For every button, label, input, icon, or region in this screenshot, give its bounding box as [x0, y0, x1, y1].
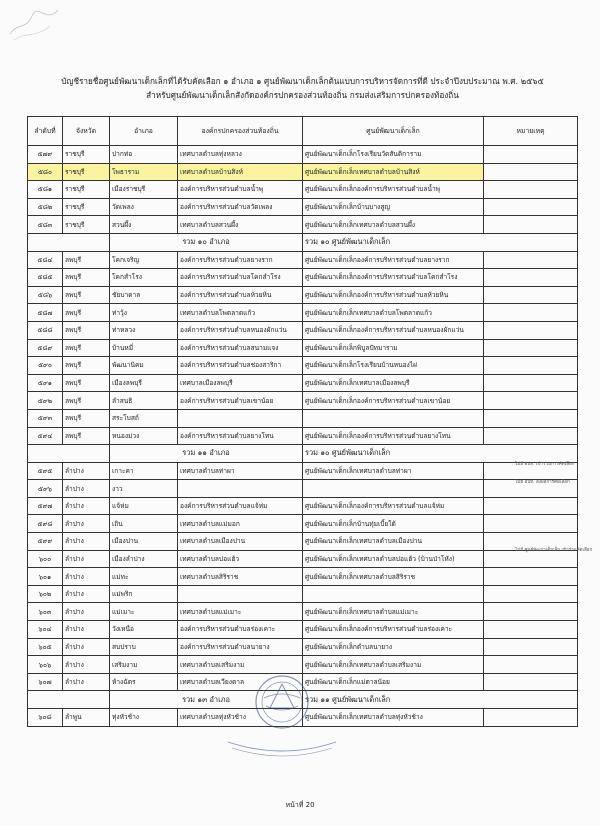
center-cell: ศูนย์พัฒนาเด็กเล็กเทศบาลตำบลบ่อแฮ้ว (บ้านป่าโหัง) [303, 550, 484, 568]
row-number: ๕๙๕ [28, 462, 63, 480]
center-cell: ศูนย์พัฒนาเด็กเล็กเทศบาลตำบลทุ่งหัวช้าง [303, 709, 484, 727]
note-cell [484, 497, 578, 515]
note-cell [484, 427, 578, 445]
row-number: ๖๐๗ [28, 673, 63, 691]
province-cell: ลำปาง [63, 462, 110, 480]
organization-cell: องค์การบริหารส่วนตำบลโคกสำโรง [178, 269, 303, 287]
center-cell: ศูนย์พัฒนาเด็กเล็กโรงเรียนบ้านหนองไผ่ [303, 357, 484, 375]
margin-note: ไม่มี ศูนย์พัฒนาเด็กเล็ก เข้าร่วมคัดเลือก [515, 548, 593, 553]
center-total: รวม ๑๑ ศูนย์พัฒนาเด็กเล็ก [303, 691, 578, 709]
center-cell: ศูนย์พัฒนาเด็กเล็กบ้านบางสูญ [303, 198, 484, 216]
note-cell [484, 603, 578, 621]
table-row [28, 146, 578, 164]
organization-cell: เทศบาลตำบลโพตลาดแก้ว [178, 304, 303, 322]
organization-cell: องค์การบริหารส่วนตำบลนายาง [178, 638, 303, 656]
province-cell: ราชบุรี [63, 163, 110, 181]
summary-empty-cell [28, 445, 110, 463]
table-row [28, 497, 578, 515]
row-number: ๕๘๗ [28, 304, 63, 322]
center-cell: ศูนย์พัฒนาเด็กเล็กโรงเรียนวัดสันติการาม [303, 146, 484, 164]
note-cell [484, 621, 578, 639]
row-number: ๖๐๓ [28, 603, 63, 621]
row-number: ๕๘๐ [28, 163, 63, 181]
district-cell: แจ้ห่ม [110, 497, 178, 515]
province-cell: ราชบุรี [63, 146, 110, 164]
note-cell [484, 392, 578, 410]
header-district: อำเภอ [110, 117, 178, 146]
note-cell [484, 146, 578, 164]
note-cell [484, 286, 578, 304]
center-cell: ศูนย์พัฒนาเด็กเล็กเทศบาลตำบลเสริมงาม [303, 656, 484, 674]
note-cell [484, 339, 578, 357]
table-row [28, 427, 578, 445]
organization-cell: องค์การบริหารส่วนตำบลวัดเพลง [178, 198, 303, 216]
center-cell: ศูนย์พัฒนาเด็กเล็กองค์การบริหารส่วนตำบลเขาน้อย [303, 392, 484, 410]
province-cell: ลำปาง [63, 550, 110, 568]
province-cell: ราชบุรี [63, 181, 110, 199]
row-number: ๕๘๓ [28, 216, 63, 234]
province-cell: ลำปาง [63, 515, 110, 533]
district-total: รวม ๑๓ อำเภอ [110, 691, 303, 709]
organization-cell [178, 409, 303, 427]
row-number: ๕๘๖ [28, 286, 63, 304]
table-row [28, 409, 578, 427]
province-cell: ลพบุรี [63, 392, 110, 410]
center-cell: ศูนย์พัฒนาเด็กเล็กเทศบาลตำบลแม่เมาะ [303, 603, 484, 621]
organization-cell: เทศบาลเมืองลพบุรี [178, 374, 303, 392]
district-cell: สวนผึ้ง [110, 216, 178, 234]
table-row [28, 304, 578, 322]
organization-cell: องค์การบริหารส่วนตำบลร่องเคาะ [178, 621, 303, 639]
district-cell: โคกเจริญ [110, 251, 178, 269]
header-organization: องค์กรปกครองส่วนท้องถิ่น [178, 117, 303, 146]
province-cell: ลำปาง [63, 568, 110, 586]
district-cell: สบปราบ [110, 638, 178, 656]
center-cell: ศูนย์พัฒนาเด็กเล็กเทศบาลตำบลบ้านสิงห์ [303, 163, 484, 181]
organization-cell: เทศบาลตำบลเวียงตาล [178, 673, 303, 691]
row-number: ๕๙๐ [28, 357, 63, 375]
center-cell [303, 585, 484, 603]
note-cell [484, 709, 578, 727]
table-row [28, 515, 578, 533]
note-cell [484, 304, 578, 322]
row-number: ๕๗๙ [28, 146, 63, 164]
province-cell: ลำปาง [63, 638, 110, 656]
organization-cell: องค์การบริหารส่วนตำบลหนองผักแว่น [178, 321, 303, 339]
row-number: ๕๙๗ [28, 497, 63, 515]
district-cell: ห้างฉัตร [110, 673, 178, 691]
center-cell: ศูนย์พัฒนาเด็กเล็กองค์การบริหารส่วนตำบลโคกสำโรง [303, 269, 484, 287]
table-row [28, 321, 578, 339]
table-row [28, 269, 578, 287]
district-total: รวม ๑๐ อำเภอ [110, 233, 303, 251]
district-cell: ลำสนธิ [110, 392, 178, 410]
center-cell: ศูนย์พัฒนาเด็กเล็กเทศบาลตำบลสิริราช [303, 568, 484, 586]
organization-cell: องค์การบริหารส่วนตำบลช่องสาริกา [178, 357, 303, 375]
summary-row [28, 445, 578, 463]
district-cell: โพธาราม [110, 163, 178, 181]
note-cell [484, 568, 578, 586]
district-total: รวม ๑๑ อำเภอ [110, 445, 303, 463]
margin-note: ไม่มี อปท. เข้าร่วมการคัดเลือก [515, 462, 575, 467]
province-cell: ลพบุรี [63, 321, 110, 339]
district-cell: เกาะคา [110, 462, 178, 480]
organization-cell: องค์การบริหารส่วนตำบลน้ำพุ [178, 181, 303, 199]
center-cell: ศูนย์พัฒนาเด็กเล็กเทศบาลตำบลโพตลาดแก้ว [303, 304, 484, 322]
organization-cell: องค์การบริหารส่วนตำบลสนามแจง [178, 339, 303, 357]
note-cell [484, 585, 578, 603]
header-center: ศูนย์พัฒนาเด็กเล็ก [303, 117, 484, 146]
table-row [28, 462, 578, 480]
district-cell: บ้านหมี่ [110, 339, 178, 357]
center-cell: ศูนย์พัฒนาเด็กเล็กเทศบาลตำบลท่าผา [303, 462, 484, 480]
center-total: รวม ๑๐ ศูนย์พัฒนาเด็กเล็ก [303, 445, 578, 463]
handwritten-scribble [6, 4, 66, 44]
row-number: ๕๙๙ [28, 533, 63, 551]
row-number: ๕๙๘ [28, 515, 63, 533]
district-cell: แม่พริก [110, 585, 178, 603]
district-cell: แม่ทะ [110, 568, 178, 586]
organization-cell: เทศบาลตำบลบ่อแฮ้ว [178, 550, 303, 568]
center-cell [303, 480, 484, 498]
page-number: หน้าที่ 20 [285, 801, 315, 809]
district-cell: พัฒนานิคม [110, 357, 178, 375]
center-cell: ศูนย์พัฒนาเด็กเล็กแม่ตาลน้อย [303, 673, 484, 691]
table-body [28, 146, 578, 727]
organization-cell: เทศบาลตำบลท่าผา [178, 462, 303, 480]
province-cell: ลำปาง [63, 480, 110, 498]
center-cell: ศูนย์พัฒนาเด็กเล็กองค์การบริหารส่วนตำบลห้วยหิน [303, 286, 484, 304]
table-row [28, 181, 578, 199]
province-cell: ลำปาง [63, 585, 110, 603]
organization-cell: เทศบาลตำบลเสริมงาม [178, 656, 303, 674]
note-cell [484, 198, 578, 216]
table-row [28, 251, 578, 269]
province-cell: ราชบุรี [63, 216, 110, 234]
table-row [28, 480, 578, 498]
province-cell: ลพบุรี [63, 339, 110, 357]
row-number: ๕๙๑ [28, 374, 63, 392]
province-cell: ลพบุรี [63, 409, 110, 427]
province-cell: ลำพูน [63, 709, 110, 727]
summary-row [28, 233, 578, 251]
province-cell: ลพบุรี [63, 269, 110, 287]
table-row [28, 621, 578, 639]
note-cell [484, 374, 578, 392]
province-cell: ลพบุรี [63, 286, 110, 304]
row-number: ๕๘๔ [28, 251, 63, 269]
center-cell: ศูนย์พัฒนาเด็กเล็กพิบูลปัทมาราม [303, 339, 484, 357]
note-cell [484, 409, 578, 427]
center-cell: ศูนย์พัฒนาเด็กเล็กองค์การบริหารส่วนตำบลน้ำพุ [303, 181, 484, 199]
official-seal-stamp [222, 668, 342, 760]
row-number: ๖๐๒ [28, 585, 63, 603]
row-number: ๖๐๘ [28, 709, 63, 727]
header-province: จังหวัด [63, 117, 110, 146]
header-note: หมายเหตุ [484, 117, 578, 146]
district-cell: ท่าหลวง [110, 321, 178, 339]
organization-cell: เทศบาลตำบลทุ่งหัวช้าง [178, 709, 303, 727]
organization-cell: เทศบาลตำบลทุ่งหลวง [178, 146, 303, 164]
province-cell: ลพบุรี [63, 357, 110, 375]
organization-cell: เทศบาลตำบลแม่มอก [178, 515, 303, 533]
note-cell [484, 163, 578, 181]
district-cell: ทุ่งหัวช้าง [110, 709, 178, 727]
center-cell: ศูนย์พัฒนาเด็กเล็กองค์การบริหารส่วนตำบลหนองผักแว่น [303, 321, 484, 339]
table-row [28, 392, 578, 410]
province-cell: ลพบุรี [63, 304, 110, 322]
table-row [28, 533, 578, 551]
province-cell: ลำปาง [63, 533, 110, 551]
district-cell: หนองม่วง [110, 427, 178, 445]
header-no: ลำดับที่ [28, 117, 63, 146]
center-cell: ศูนย์พัฒนาเด็กเล็กบ้านทุ่มเบี้ยใต้ [303, 515, 484, 533]
center-cell: ศูนย์พัฒนาเด็กเล็กองค์การบริหารส่วนตำบลร่องเคาะ [303, 621, 484, 639]
district-cell: เมืองลำปาง [110, 550, 178, 568]
organization-cell [178, 480, 303, 498]
province-cell: ลพบุรี [63, 251, 110, 269]
province-cell: ราชบุรี [63, 198, 110, 216]
note-cell [484, 251, 578, 269]
row-number: ๖๐๕ [28, 638, 63, 656]
district-cell: แม่เมาะ [110, 603, 178, 621]
organization-cell: เทศบาลตำบลเมืองปาน [178, 533, 303, 551]
table-row [28, 357, 578, 375]
province-cell: ลพบุรี [63, 427, 110, 445]
margin-note: ไม่มี อปท. ส่งผลการคัดเลือก [515, 480, 570, 485]
row-number: ๕๘๘ [28, 321, 63, 339]
row-number: ๖๐๐ [28, 550, 63, 568]
table-row [28, 339, 578, 357]
center-cell: ศูนย์พัฒนาเด็กเล็กเทศบาลเมืองลพบุรี [303, 374, 484, 392]
organization-cell: องค์การบริหารส่วนตำบลห้วยหิน [178, 286, 303, 304]
summary-empty-cell [28, 233, 110, 251]
table-row [28, 163, 578, 181]
note-cell [484, 673, 578, 691]
table-row [28, 198, 578, 216]
table-row [28, 550, 578, 568]
district-cell: เถิน [110, 515, 178, 533]
organization-cell: องค์การบริหารส่วนตำบลยางราก [178, 251, 303, 269]
organization-cell: องค์การบริหารส่วนตำบลยางโทน [178, 427, 303, 445]
district-cell: วัดเพลง [110, 198, 178, 216]
district-cell: เสริมงาม [110, 656, 178, 674]
center-cell: ศูนย์พัฒนาเด็กเล็กเทศบาลตำบลสวนผึ้ง [303, 216, 484, 234]
row-number: ๕๙๓ [28, 409, 63, 427]
province-cell: ลำปาง [63, 603, 110, 621]
row-number: ๕๘๕ [28, 269, 63, 287]
center-cell [303, 409, 484, 427]
district-cell: เมืองราชบุรี [110, 181, 178, 199]
organization-cell: เทศบาลตำบลสวนผึ้ง [178, 216, 303, 234]
table-header-row [28, 117, 578, 146]
district-cell: สระโบสถ์ [110, 409, 178, 427]
row-number: ๕๘๒ [28, 198, 63, 216]
note-cell [484, 216, 578, 234]
table-row [28, 638, 578, 656]
province-cell: ลำปาง [63, 497, 110, 515]
organization-cell [178, 585, 303, 603]
district-cell: ชัยบาดาล [110, 286, 178, 304]
table-row [28, 286, 578, 304]
district-cell: งาว [110, 480, 178, 498]
district-cell: โคกสำโรง [110, 269, 178, 287]
table-row [28, 603, 578, 621]
row-number: ๖๐๔ [28, 621, 63, 639]
row-number: ๕๙๔ [28, 427, 63, 445]
center-cell: ศูนย์พัฒนาเด็กเล็กตำบลนายาง [303, 638, 484, 656]
table-row [28, 374, 578, 392]
document-subtitle: สำหรับศูนย์พัฒนาเด็กเล็กสังกัดองค์กรปกครองส่วนท้องถิ่น กรมส่งเสริมการปกครองท้องถิ่น [146, 90, 459, 100]
row-number: ๕๘๙ [28, 339, 63, 357]
summary-empty-cell [28, 691, 110, 709]
province-cell: ลำปาง [63, 673, 110, 691]
district-cell: เมืองลพบุรี [110, 374, 178, 392]
center-cell: ศูนย์พัฒนาเด็กเล็กเทศบาลตำบลเมืองปาน [303, 533, 484, 551]
note-cell [484, 638, 578, 656]
table-row [28, 216, 578, 234]
document-title: บัญชีรายชื่อศูนย์พัฒนาเด็กเล็กที่ได้รับคัดเลือก ๑ อำเภอ ๑ ศูนย์พัฒนาเด็กเล็กต้นแบบการบริหารจัดการที่ดี ประจำปีงบประมาณ พ.ศ. ๒๕๖๕ [61, 76, 544, 86]
center-list-table [27, 116, 578, 727]
province-cell: ลำปาง [63, 621, 110, 639]
district-cell: เมืองปาน [110, 533, 178, 551]
note-cell [484, 357, 578, 375]
organization-cell: เทศบาลตำบลสิริราช [178, 568, 303, 586]
row-number: ๕๙๖ [28, 480, 63, 498]
province-cell: ลำปาง [63, 656, 110, 674]
table-row [28, 585, 578, 603]
note-cell [484, 656, 578, 674]
table-row [28, 568, 578, 586]
row-number: ๖๐๑ [28, 568, 63, 586]
district-cell: ปากท่อ [110, 146, 178, 164]
note-cell [484, 269, 578, 287]
organization-cell: เทศบาลตำบลแม่เมาะ [178, 603, 303, 621]
district-cell: ท่าวุ้ง [110, 304, 178, 322]
district-cell: วังเหนือ [110, 621, 178, 639]
note-cell [484, 321, 578, 339]
center-total: รวม ๑๐ ศูนย์พัฒนาเด็กเล็ก [303, 233, 578, 251]
center-cell: ศูนย์พัฒนาเด็กเล็กองค์การบริหารส่วนตำบลแจ้ห่ม [303, 497, 484, 515]
note-cell [484, 181, 578, 199]
row-number: ๕๘๑ [28, 181, 63, 199]
organization-cell: องค์การบริหารส่วนตำบลเขาน้อย [178, 392, 303, 410]
note-cell [484, 515, 578, 533]
row-number: ๕๙๒ [28, 392, 63, 410]
row-number: ๖๐๖ [28, 656, 63, 674]
organization-cell: องค์การบริหารส่วนตำบลแจ้ห่ม [178, 497, 303, 515]
center-cell: ศูนย์พัฒนาเด็กเล็กองค์การบริหารส่วนตำบลยางราก [303, 251, 484, 269]
center-cell: ศูนย์พัฒนาเด็กเล็กองค์การบริหารส่วนตำบลยางโทน [303, 427, 484, 445]
province-cell: ลพบุรี [63, 374, 110, 392]
organization-cell: เทศบาลตำบลบ้านสิงห์ [178, 163, 303, 181]
